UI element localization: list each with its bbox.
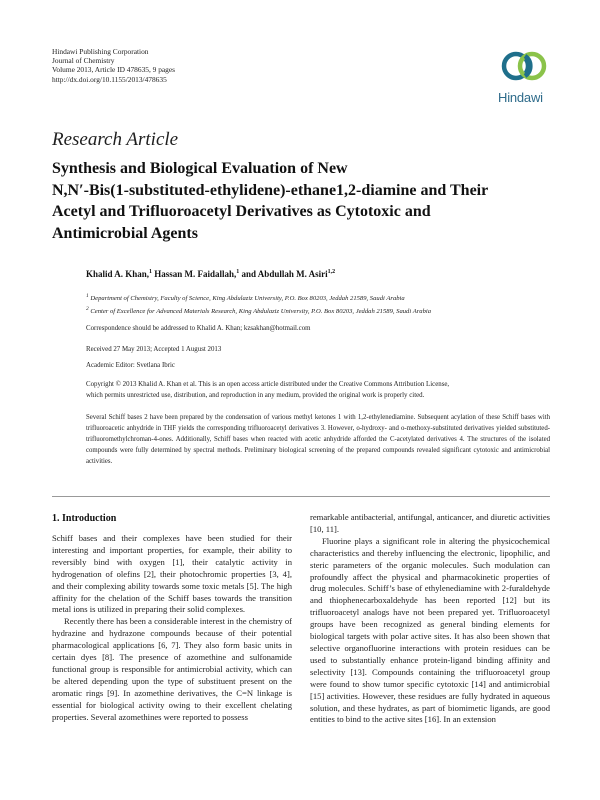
author-sup: 1 [149, 269, 153, 275]
paragraph: Fluorine plays a significant role in altering the physicochemical characteristics and thereby influencing the electronic, lipophilic, and steric parameters of the organic molecules. Such modulation can profoundly affect the physical and pharmacokinetic properties of drug molecules. Schiff’s base of ethylenediamine with 2-furaldehyde and thiophenecarboxaldehyde has been reported [12] but its trifluoroacetyl analogs have not been prepared yet. Trifluoroacetyl groups have been recognized as general binding elements for biological targets with polar active sites. It has also been shown that selective organofluorine interactions with protein residues can be used to substantially enhance protein-ligand binding affinity and selectivity [13]. Compounds containing the trifluoroacetyl group were found to show tumor specific cytotoxic [14] and antimicrobial [15] activities. However, these residues are fully hydrated in aqueous solution, and these hydrates, as part of biomimetic ligands, are good entities to bind to the active sites [16]. In an extension [310, 535, 550, 725]
author-name: and Abdullah M. Asiri [241, 269, 328, 279]
copyright-line: which permits unrestricted use, distribution, and reproduction in any medium, provided the original work is properly cited. [86, 392, 425, 399]
abstract: Several Schiff bases 2 have been prepared by the condensation of various methyl ketones 1 with 1,2-ethylenediamine. Subsequent acylation of these Schiff bases with trifluoroacetic anhydride in THF yields the corresponding trifluoroacetyl derivatives 3. However, o-hydroxy- and o-methoxy-substituted derivatives yielded substituted-trifluoromethylchroman-4-ones. Additionally, Schiff bases when reacted with acetic anhydride afforded the C-acetylated derivatives 4. The structures of the isolated compounds were fully determined by spectral methods. Preliminary biological screening of the prepared compounds revealed significant cytotoxic and antimicrobial activities. [86, 414, 550, 466]
author-sup: 1 [236, 269, 240, 275]
paper-title [52, 158, 552, 244]
author-name: Khalid A. Khan, [86, 269, 150, 279]
author-name: Hassan M. Faidallah, [154, 269, 237, 279]
section-heading: 1. Introduction [52, 513, 117, 524]
title-line: Synthesis and Biological Evaluation of New [52, 160, 348, 177]
affiliation-sup: 2 [86, 306, 89, 312]
left-column [52, 533, 292, 724]
title-line: Acetyl and Trifluoroacetyl Derivatives as Cytotoxic and [52, 203, 431, 220]
affiliation-text: Center of Excellence for Advanced Materials Research, King Abdulaziz University, P.O. Box 80203, Jeddah 21589, Saudi Arabia [90, 308, 432, 316]
received-dates: Received 27 May 2013; Accepted 1 August 2013 [86, 346, 222, 353]
right-column [310, 512, 550, 726]
author-list [86, 269, 335, 279]
affiliation [86, 293, 405, 302]
article-type: Research Article [52, 129, 179, 150]
journal-name: Journal of Chemistry [52, 56, 115, 66]
academic-editor: Academic Editor: Svetlana Ibric [86, 362, 175, 369]
logo-text: Hindawi [498, 90, 543, 105]
section-divider [52, 496, 550, 497]
affiliation-sup: 1 [86, 293, 89, 299]
hindawi-logo [494, 46, 556, 106]
correspondence: Correspondence should be addressed to Khalid A. Khan; kzsakhan@hotmail.com [86, 325, 311, 332]
author-sup: 1,2 [327, 269, 336, 275]
title-line: N,N′-Bis(1-substituted-ethylidene)-ethane1,2-diamine and Their [52, 181, 489, 199]
logo-rings-icon [494, 46, 556, 92]
paragraph: Schiff bases and their complexes have been studied for their interesting and important properties, for example, their ability to reversibly bind with oxygen [1], their catalytic activity in hydrogenation of olefins [2], their photochromic properties [3, 4], and their complexing ability towards some toxic metals [5]. The high affinity for the chelation of the Schiff bases towards the transition metal ions is utilized in preparing their solid complexes. [52, 533, 292, 615]
doi-link[interactable]: http://dx.doi.org/10.1155/2013/478635 [52, 74, 167, 84]
title-line: Antimicrobial Agents [52, 224, 198, 242]
publisher: Hindawi Publishing Corporation [52, 47, 149, 56]
copyright-line: Copyright © 2013 Khalid A. Khan et al. This is an open access article distributed under the Creative Commons Attribution License, [86, 381, 450, 388]
affiliation [86, 306, 431, 315]
paragraph: Recently there has been a considerable interest in the chemistry of hydrazine and hydrazone compounds because of their potential pharmacological applications [6, 7]. They also form basic units in certain dyes [8]. The presence of azomethine and sulfonamide functional group is responsible for antimicrobial activity, which can be altered depending upon the type of substituent present on the aromatic rings [9]. In azomethine derivatives, the C=N linkage is essential for biological activity owing to their excellent chelating properties. Several azomethines were reported to possess [52, 616, 292, 722]
running-header [52, 47, 175, 84]
volume-info: Volume 2013, Article ID 478635, 9 pages [52, 65, 176, 75]
affiliation-text: Department of Chemistry, Faculty of Science, King Abdulaziz University, P.O. Box 80203, Jeddah 21589, Saudi Arabia [90, 295, 405, 303]
copyright-notice [86, 379, 550, 401]
paragraph: remarkable antibacterial, antifungal, anticancer, and diuretic activities [10, 11]. [310, 512, 550, 534]
